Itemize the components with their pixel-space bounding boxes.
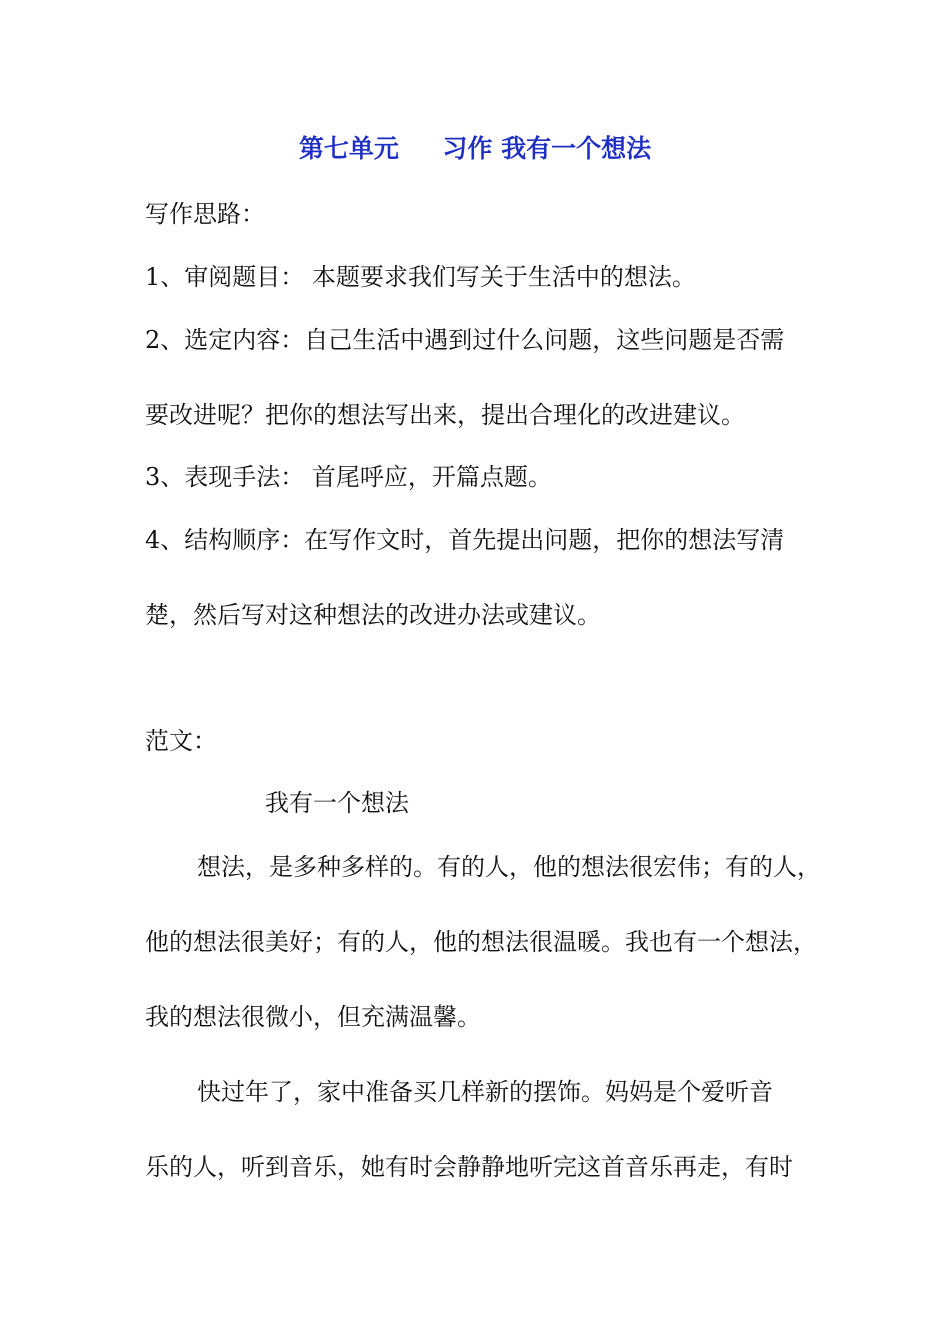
point-line: 2、选定内容：自己生活中遇到过什么问题，这些问题是否需 bbox=[145, 326, 785, 354]
document-title: 第七单元 习作 我有一个想法 bbox=[298, 134, 652, 163]
essay-paragraph-line: 想法，是多种多样的。有的人，他的想法很宏伟；有的人， bbox=[197, 853, 821, 881]
sample-label: 范文： bbox=[145, 727, 217, 755]
point-line: 要改进呢？把你的想法写出来，提出合理化的改进建议。 bbox=[145, 401, 745, 429]
section-heading: 写作思路： bbox=[145, 200, 265, 228]
essay-paragraph-line: 他的想法很美好；有的人，他的想法很温暖。我也有一个想法， bbox=[145, 928, 817, 956]
point-line: 4、结构顺序：在写作文时，首先提出问题，把你的想法写清 bbox=[145, 526, 785, 554]
essay-paragraph-line: 乐的人，听到音乐，她有时会静静地听完这首音乐再走，有时 bbox=[145, 1153, 793, 1181]
essay-title: 我有一个想法 bbox=[265, 789, 409, 817]
point-line: 1、审阅题目： 本题要求我们写关于生活中的想法。 bbox=[145, 263, 696, 291]
essay-paragraph-line: 我的想法很微小，但充满温馨。 bbox=[145, 1003, 481, 1031]
essay-paragraph-line: 快过年了，家中准备买几样新的摆饰。妈妈是个爱听音 bbox=[197, 1078, 773, 1106]
point-line: 3、表现手法： 首尾呼应，开篇点题。 bbox=[145, 463, 552, 491]
point-line: 楚，然后写对这种想法的改进办法或建议。 bbox=[145, 601, 601, 629]
